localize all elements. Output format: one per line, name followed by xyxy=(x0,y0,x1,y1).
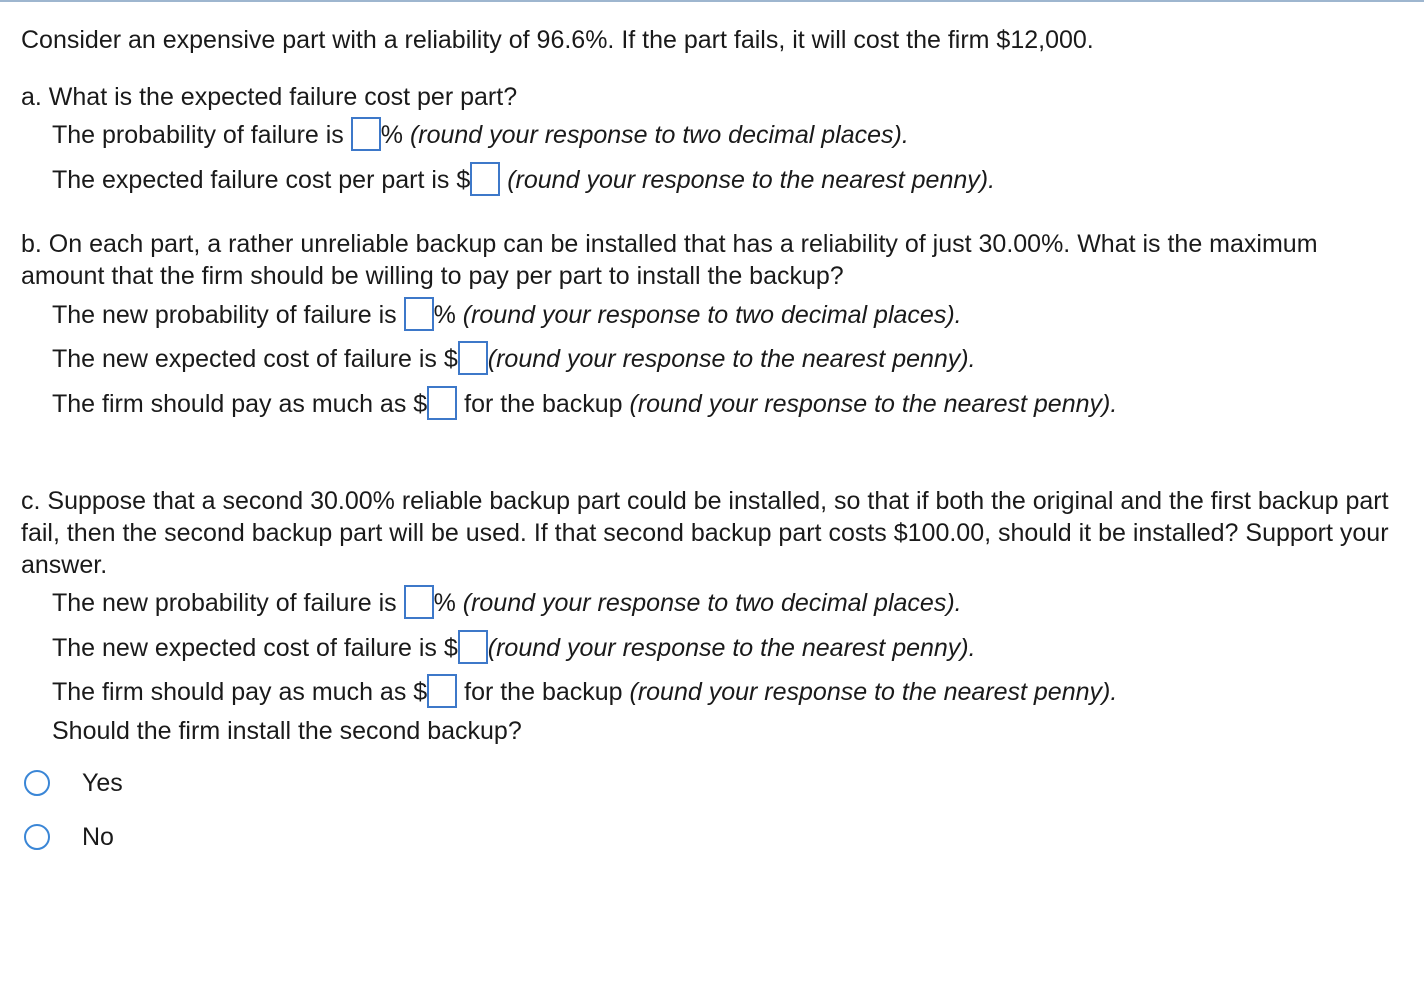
rounding-note: (round your response to two decimal places). xyxy=(455,589,962,617)
for-the-backup-text: for the backup xyxy=(457,678,630,706)
part-c-cost-row xyxy=(52,632,976,664)
part-a-prompt: a. What is the expected failure cost per part? xyxy=(21,83,518,111)
yes-radio[interactable] xyxy=(24,770,50,796)
top-divider xyxy=(0,0,1424,2)
part-b-pay-input[interactable] xyxy=(427,386,457,420)
part-c-prompt: c. Suppose that a second 30.00% reliable backup part could be installed, so that if both the original and the first backup part fail, then the second backup part will be used. If that second backup part costs $100.00, should it be installed? Support your answer. xyxy=(21,487,1389,579)
question-intro: Consider an expensive part with a reliability of 96.6%. If the part fails, it will cost the firm $12,000. xyxy=(21,26,1094,54)
part-b-cost-input[interactable] xyxy=(458,341,488,375)
part-a-cost-input[interactable] xyxy=(470,162,500,196)
part-c-probability-row xyxy=(52,587,962,619)
rounding-note: (round your response to the nearest penny). xyxy=(629,390,1118,418)
part-c-probability-input[interactable] xyxy=(404,585,434,619)
part-b-cost-label: The new expected cost of failure is $ xyxy=(52,345,458,373)
part-c-pay-label: The firm should pay as much as $ xyxy=(52,678,428,706)
part-b-prompt: b. On each part, a rather unreliable backup can be installed that has a reliability of just 30.00%. What is the maximum amount that the firm should be willing to pay per part to install the backup? xyxy=(21,230,1318,290)
percent-sign: % xyxy=(433,589,456,617)
part-b-pay-label: The firm should pay as much as $ xyxy=(52,390,428,418)
part-c-cost-input[interactable] xyxy=(458,630,488,664)
rounding-note: (round your response to two decimal places). xyxy=(455,301,962,329)
install-question: Should the firm install the second backup? xyxy=(52,717,522,745)
rounding-note: (round your response to the nearest penny). xyxy=(629,678,1118,706)
rounding-note: (round your response to the nearest penny). xyxy=(487,345,976,373)
part-a-probability-label: The probability of failure is xyxy=(52,121,351,149)
part-c-cost-label: The new expected cost of failure is $ xyxy=(52,634,458,662)
part-a-probability-row xyxy=(52,119,909,151)
part-b-probability-label: The new probability of failure is xyxy=(52,301,404,329)
part-c-pay-row xyxy=(52,676,1117,708)
part-b-probability-row xyxy=(52,299,962,331)
no-radio[interactable] xyxy=(24,824,50,850)
rounding-note: (round your response to the nearest penny). xyxy=(487,634,976,662)
part-b-probability-input[interactable] xyxy=(404,297,434,331)
part-b-pay-row xyxy=(52,388,1117,420)
part-b-cost-row xyxy=(52,343,976,375)
rounding-note: (round your response to the nearest penny). xyxy=(500,166,996,194)
part-c-pay-input[interactable] xyxy=(427,674,457,708)
for-the-backup-text: for the backup xyxy=(457,390,630,418)
part-a-probability-input[interactable] xyxy=(351,117,381,151)
part-c-probability-label: The new probability of failure is xyxy=(52,589,404,617)
percent-sign: % xyxy=(433,301,456,329)
part-a-cost-row xyxy=(52,164,995,196)
rounding-note: (round your response to two decimal places). xyxy=(403,121,909,149)
percent-sign: % xyxy=(380,121,403,149)
yes-option-label[interactable]: Yes xyxy=(82,769,123,797)
part-a-cost-label: The expected failure cost per part is $ xyxy=(52,166,471,194)
no-option-label[interactable]: No xyxy=(82,823,114,851)
